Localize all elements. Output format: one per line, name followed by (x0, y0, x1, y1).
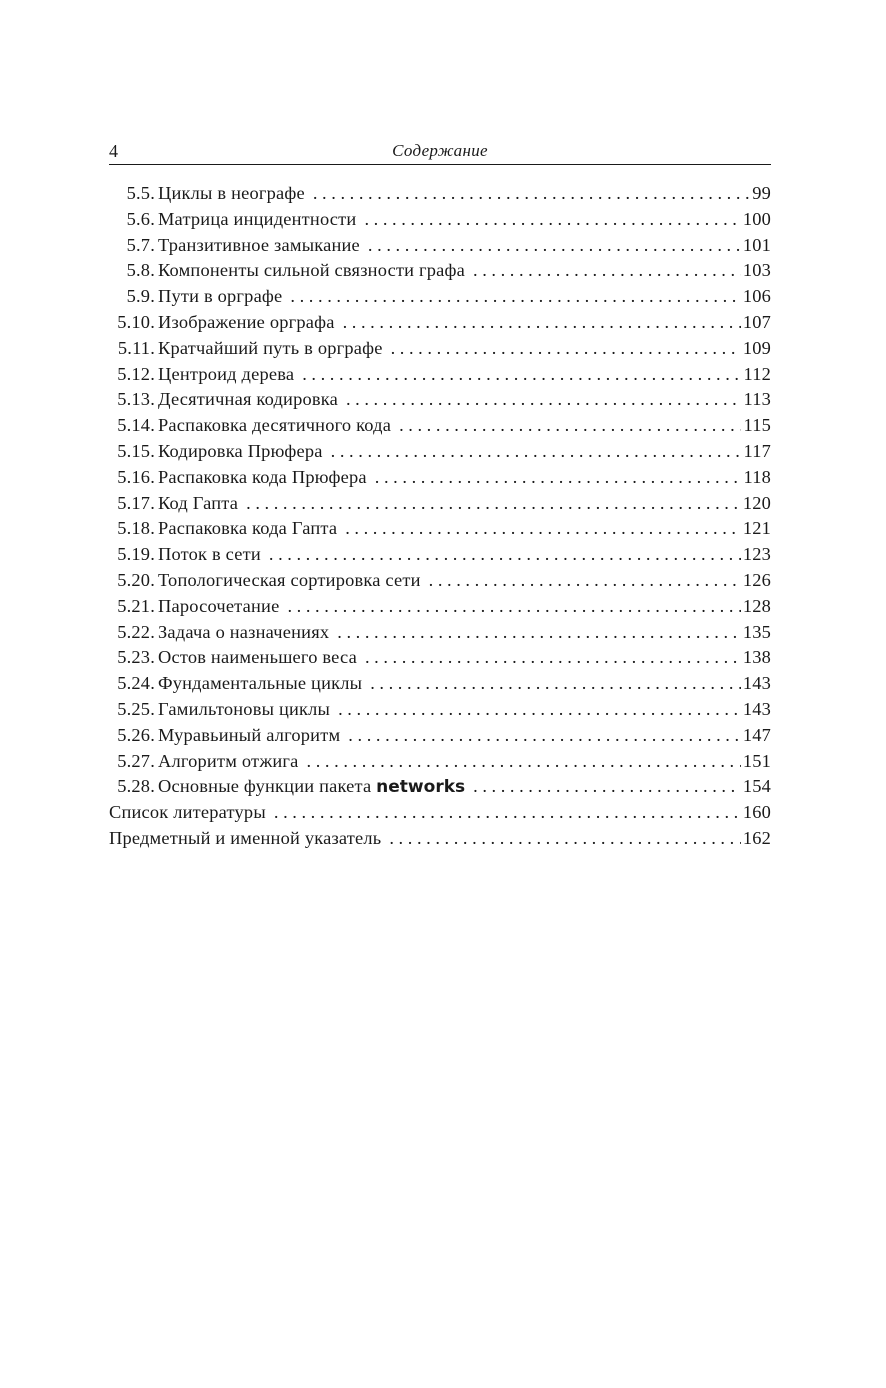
toc-entry[interactable] (109, 699, 771, 725)
toc-entry-page: 160 (742, 802, 771, 823)
toc-entry-number: 5.24. (117, 673, 155, 694)
toc-entry-page: 126 (742, 569, 771, 590)
toc-entry-number: 5.27. (117, 750, 155, 771)
toc-entry-page: 101 (742, 234, 771, 255)
toc-entry-title: Алгоритм отжига (158, 750, 299, 771)
toc-entry-title-text: Основные функции пакета (158, 776, 372, 797)
toc-entry-title: Муравьиный алгоритм (158, 724, 341, 745)
toc-entry-title: Распаковка десятичного кода (158, 415, 392, 436)
toc-entry-number: 5.28. (117, 776, 155, 797)
toc-entry-number: 5.21. (117, 595, 155, 616)
toc-entry-number: 5.10. (117, 311, 155, 332)
toc-entry-number: 5.17. (117, 492, 155, 513)
toc-entry-page: 109 (742, 337, 771, 358)
toc-entry-page: 138 (742, 647, 771, 668)
toc-entry-number: 5.16. (117, 466, 155, 487)
toc-entry[interactable] (109, 312, 771, 338)
page-number: 4 (109, 141, 118, 161)
toc-entry-page: 154 (742, 776, 771, 797)
toc-entry[interactable] (109, 389, 771, 415)
toc-entry-number: 5.11. (117, 337, 155, 358)
package-name: networks (376, 777, 466, 798)
toc-entry[interactable] (109, 493, 771, 519)
toc-entry-page: 113 (743, 389, 771, 410)
dot-leader (473, 260, 741, 281)
toc-entry-number: 5.9. (126, 286, 155, 307)
dot-leader (473, 776, 741, 797)
table-of-contents (109, 183, 771, 854)
dot-leader (364, 209, 740, 230)
toc-entry-title: Гамильтоновы циклы (158, 698, 331, 719)
dot-leader (269, 544, 741, 565)
toc-entry-title: Предметный и именной указатель (109, 827, 382, 848)
toc-entry-title: Задача о назначениях (158, 621, 330, 642)
toc-entry-page: 147 (742, 724, 771, 745)
toc-entry-title: Поток в сети (158, 544, 261, 565)
toc-entry-title: Пути в орграфе (158, 286, 283, 307)
toc-entry-number: 5.23. (117, 647, 155, 668)
toc-entry-title: Циклы в неографе (158, 183, 305, 203)
toc-entry-number: 5.12. (117, 363, 155, 384)
toc-entry-title: Центроид дерева (158, 363, 295, 384)
toc-entry-number: 5.20. (117, 569, 155, 590)
toc-entry[interactable] (109, 518, 771, 544)
toc-entry-title: Кратчайший путь в орграфе (158, 337, 383, 358)
toc-entry-number: 5.14. (117, 415, 155, 436)
dot-leader (274, 802, 741, 823)
toc-entry[interactable] (109, 338, 771, 364)
toc-entry-title: Список литературы (109, 802, 266, 823)
dot-leader (331, 441, 742, 462)
toc-entry-page: 135 (742, 621, 771, 642)
toc-entry[interactable] (109, 647, 771, 673)
toc-entry-page: 121 (742, 518, 771, 539)
toc-entry-title: Распаковка кода Гапта (158, 518, 338, 539)
toc-entry-page: 151 (742, 750, 771, 771)
toc-entry[interactable] (109, 570, 771, 596)
dot-leader (399, 415, 741, 436)
toc-entry-title: Матрица инцидентности (158, 208, 357, 229)
dot-leader (338, 699, 741, 720)
toc-entry[interactable] (109, 751, 771, 777)
dot-leader (346, 389, 742, 410)
toc-entry-number: 5.7. (126, 234, 155, 255)
dot-leader (302, 364, 741, 385)
toc-entry-number: 5.6. (126, 208, 155, 229)
toc-entry[interactable] (109, 209, 771, 235)
toc-entry-page: 143 (742, 698, 771, 719)
toc-entry-page: 100 (742, 208, 771, 229)
toc-entry[interactable] (109, 544, 771, 570)
toc-entry[interactable] (109, 364, 771, 390)
toc-entry[interactable] (109, 235, 771, 261)
toc-entry-number: 5.25. (117, 698, 155, 719)
toc-entry[interactable] (109, 415, 771, 441)
toc-entry-number: 5.26. (117, 724, 155, 745)
toc-entry-page: 103 (742, 260, 771, 281)
toc-entry-title: Фундаментальные циклы (158, 673, 363, 694)
dot-leader (287, 596, 740, 617)
dot-leader (343, 312, 741, 333)
toc-entry[interactable] (109, 441, 771, 467)
toc-entry-title: Код Гапта (158, 492, 239, 513)
toc-entry-page: 117 (743, 440, 771, 461)
dot-leader (365, 647, 741, 668)
toc-entry-page: 107 (742, 311, 771, 332)
toc-entry-title: Топологическая сортировка сети (158, 569, 421, 590)
toc-entry-page: 123 (742, 544, 771, 565)
toc-entry[interactable] (109, 467, 771, 493)
dot-leader (348, 725, 741, 746)
toc-entry-number: 5.18. (117, 518, 155, 539)
toc-entry[interactable] (109, 183, 771, 209)
toc-entry[interactable] (109, 622, 771, 648)
toc-entry[interactable] (109, 286, 771, 312)
dot-leader (370, 673, 741, 694)
toc-entry-page: 143 (742, 673, 771, 694)
toc-entry-title: Транзитивное замыкание (158, 234, 360, 255)
toc-entry-title: Изображение орграфа (158, 311, 335, 332)
dot-leader (429, 570, 741, 591)
toc-entry[interactable] (109, 673, 771, 699)
page-header (109, 140, 771, 165)
toc-entry-page: 106 (742, 286, 771, 307)
toc-entry[interactable] (109, 260, 771, 286)
toc-entry-title: Кодировка Прюфера (158, 440, 323, 461)
toc-entry-page: 120 (742, 492, 771, 513)
toc-entry-page: 118 (743, 466, 771, 487)
running-title: Содержание (392, 141, 488, 160)
toc-entry-number: 5.22. (117, 621, 155, 642)
dot-leader (290, 286, 740, 307)
toc-entry-number: 5.13. (117, 389, 155, 410)
toc-entry-number: 5.5. (126, 183, 155, 203)
dot-leader (313, 183, 750, 204)
dot-leader (307, 751, 741, 772)
toc-entry-title: Распаковка кода Прюфера (158, 466, 367, 487)
toc-entry[interactable] (109, 596, 771, 622)
toc-entry-title: Остов наименьшего веса (158, 647, 357, 668)
toc-entry-title: Компоненты сильной связности графа (158, 260, 465, 281)
toc-entry-title (155, 776, 465, 797)
toc-entry[interactable] (109, 725, 771, 751)
dot-leader (375, 467, 742, 488)
toc-entry-page: 112 (743, 363, 771, 384)
dot-leader (345, 518, 741, 539)
dot-leader (337, 622, 741, 643)
toc-entry-index[interactable] (109, 828, 771, 854)
dot-leader (246, 493, 741, 514)
toc-entry-page: 115 (743, 415, 771, 436)
dot-leader (391, 338, 741, 359)
toc-entry-number: 5.19. (117, 544, 155, 565)
dot-leader (368, 235, 741, 256)
toc-entry-bibliography[interactable] (109, 802, 771, 828)
toc-entry-page: 162 (742, 827, 771, 848)
toc-entry-page: 128 (742, 595, 771, 616)
toc-entry[interactable] (109, 776, 771, 802)
toc-entry-title: Десятичная кодировка (158, 389, 338, 410)
toc-entry-number: 5.15. (117, 440, 155, 461)
toc-entry-page: 99 (752, 183, 771, 203)
dot-leader (389, 828, 740, 849)
toc-entry-title: Паросочетание (158, 595, 280, 616)
toc-entry-number: 5.8. (126, 260, 155, 281)
